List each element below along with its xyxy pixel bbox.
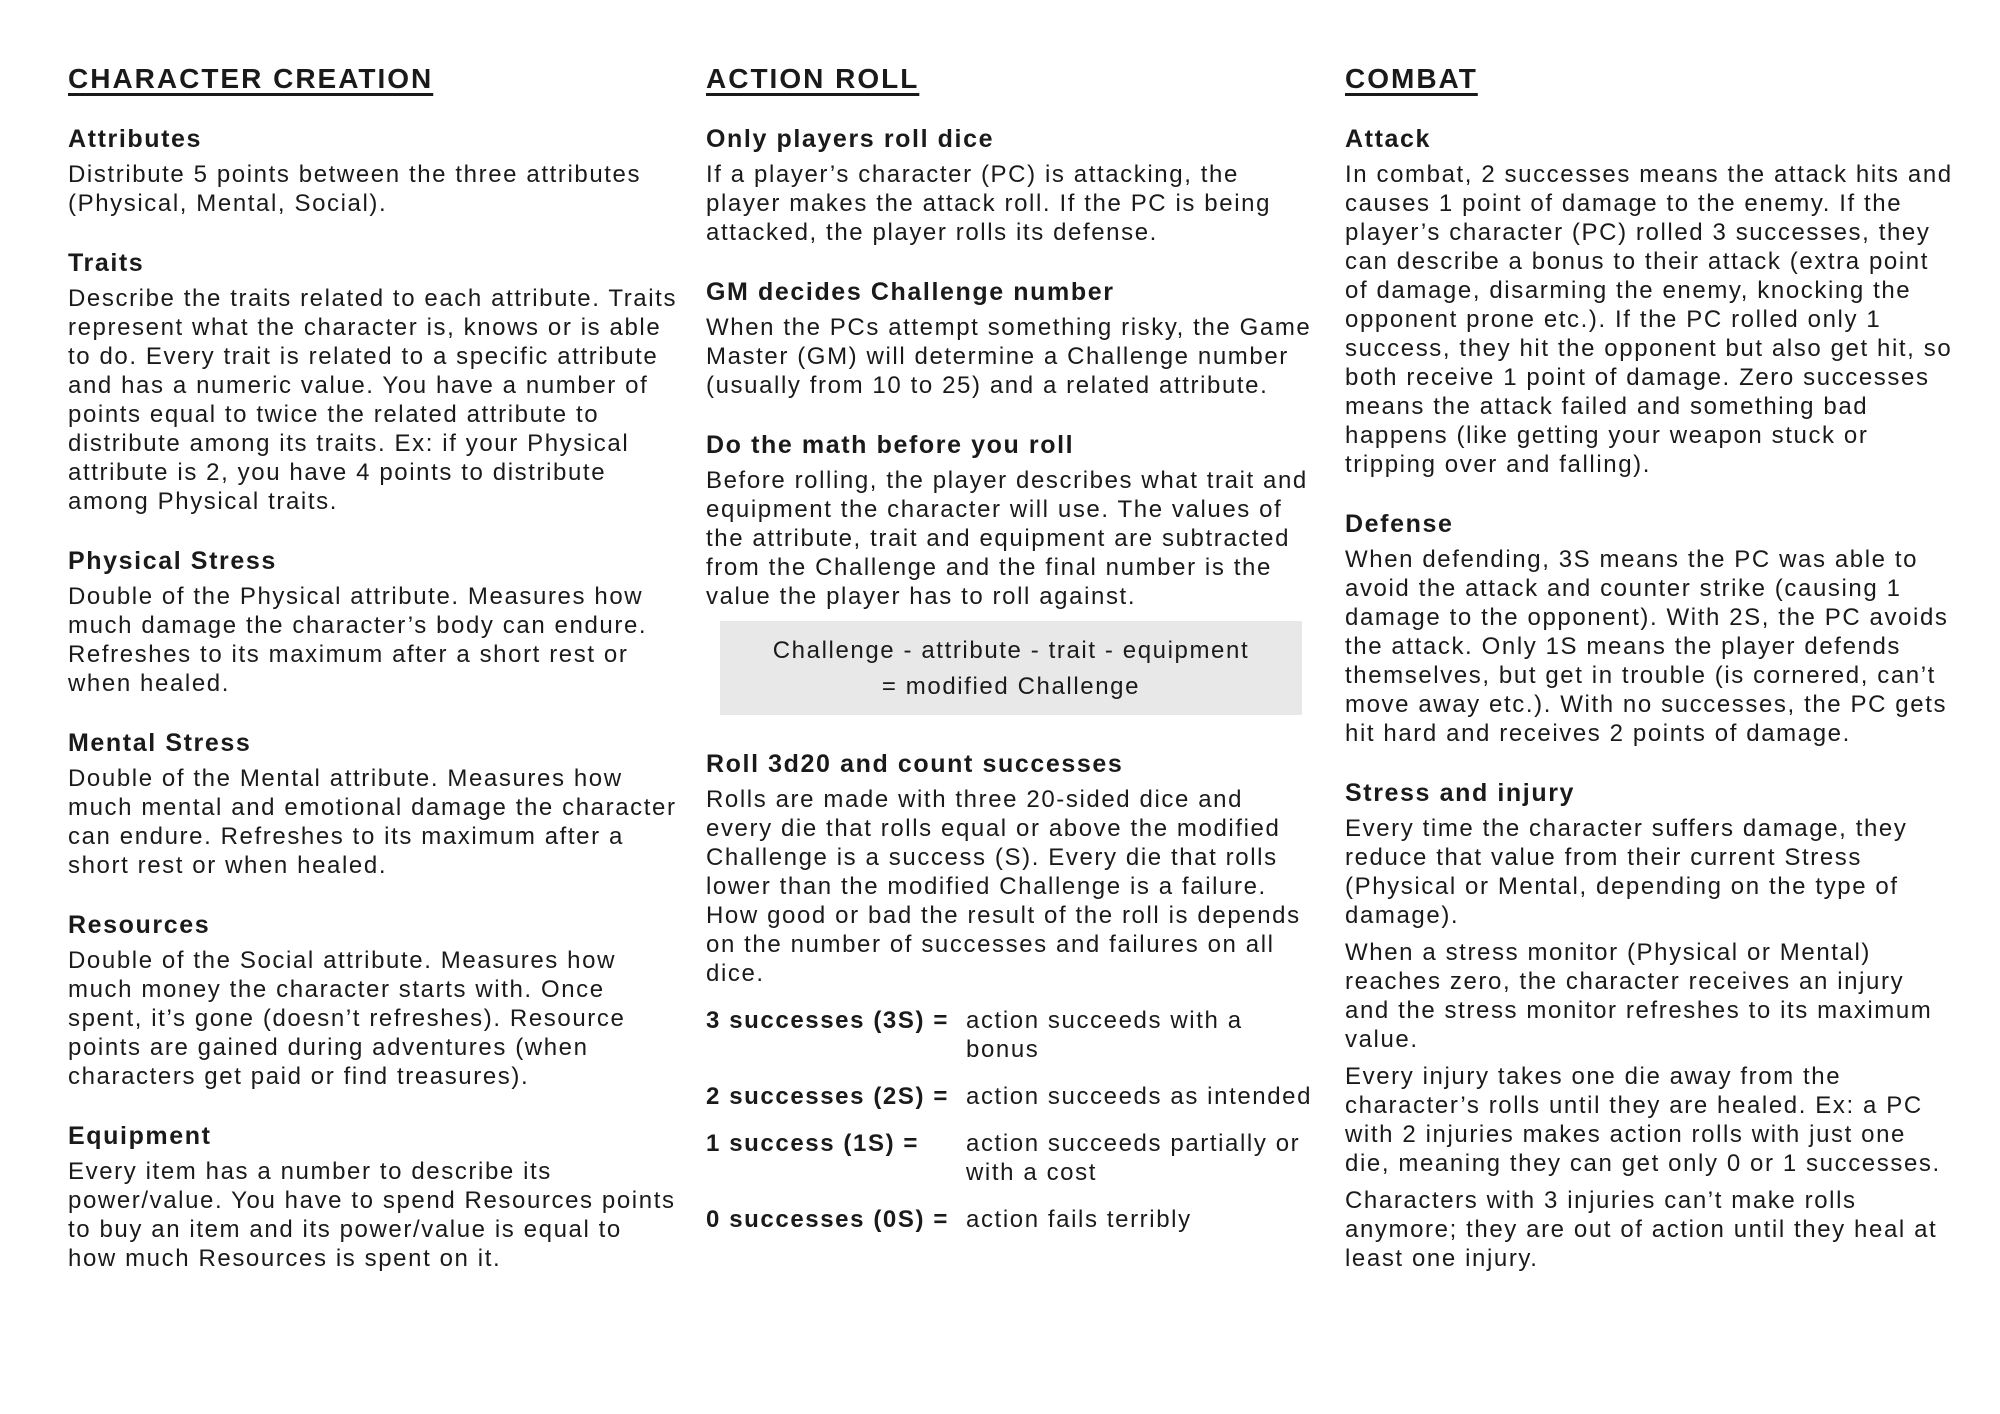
result-text: action succeeds with a bonus (966, 1007, 1243, 1063)
section-heading: Attack (1345, 125, 1432, 153)
results-table (706, 1006, 1316, 1234)
section-text: Describe the traits related to each attribute. Traits represent what the character is, knows or is able to do. Every trait is related to a specific attribute and has a numeric value. You have a number of points equal to twice the related attribute to distribute among its traits. Ex: if your Physical attribute is 2, you have 4 points to distribute among Physical traits. (68, 285, 678, 515)
combat-column (1345, 62, 1955, 1303)
only-players-roll-section (706, 124, 1316, 247)
result-text: action succeeds partially or with a cost (966, 1130, 1301, 1186)
section-heading: Only players roll dice (706, 125, 995, 153)
section-text: In combat, 2 successes means the attack hits and causes 1 point of damage to the enemy. If the player’s character (PC) rolled 3 successes, they can describe a bonus to their attack (extra point of damage, disarming the enemy, knocking the opponent prone etc.). If the PC rolled only 1 success, they hit the opponent but also get hit, so both receive 1 point of damage. Zero successes means the attack failed and something bad happens (like getting your weapon stuck or tripping over and falling). (1345, 161, 1953, 478)
section-text: Characters with 3 injuries can’t make rolls anymore; they are out of action until they heal at least one injury. (1345, 1187, 1938, 1272)
section-heading: Traits (68, 249, 145, 277)
result-label: 1 success (1S) = (706, 1130, 920, 1157)
section-heading: GM decides Challenge number (706, 278, 1115, 306)
physical-stress-section (68, 546, 678, 698)
section-heading: Do the math before you roll (706, 431, 1075, 459)
result-label: 3 successes (3S) = (706, 1007, 949, 1034)
result-row (706, 1205, 1316, 1234)
combat-title: COMBAT (1345, 63, 1478, 94)
attributes-section (68, 124, 678, 218)
section-heading: Attributes (68, 125, 203, 153)
traits-section (68, 248, 678, 516)
roll-3d20-section (706, 749, 1316, 988)
section-heading: Stress and injury (1345, 779, 1576, 807)
character-creation-column (68, 62, 678, 1303)
action-roll-column (706, 62, 1316, 1252)
formula-line-2: = modified Challenge (881, 673, 1141, 700)
section-text: Double of the Social attribute. Measures how much money the character starts with. Once spent, it’s gone (doesn’t refreshes). Resource points are gained during adventures (when characters get paid or find treasures). (68, 947, 626, 1090)
section-text: When the PCs attempt something risky, the Game Master (GM) will determine a Challenge number (usually from 10 to 25) and a related attribute. (706, 314, 1312, 399)
section-text: Every item has a number to describe its power/value. You have to spend Resources points to buy an item and its power/value is equal to how much Resources is spent on it. (68, 1158, 676, 1272)
section-text: If a player’s character (PC) is attacking, the player makes the attack roll. If the PC is being attacked, the player rolls its defense. (706, 161, 1272, 246)
result-text: action fails terribly (966, 1206, 1192, 1233)
defense-section (1345, 509, 1955, 748)
section-text: Every injury takes one die away from the character’s rolls until they are healed. Ex: a PC with 2 injuries makes action rolls with just one die, meaning they can get only 0 or 1 successes. (1345, 1063, 1941, 1177)
section-text: Double of the Mental attribute. Measures how much mental and emotional damage the character can endure. Refreshes to its maximum after a short rest or when healed. (68, 765, 677, 879)
result-row (706, 1082, 1316, 1111)
resources-section (68, 910, 678, 1091)
section-heading: Mental Stress (68, 729, 252, 757)
section-text: When a stress monitor (Physical or Mental) reaches zero, the character receives an injury and the stress monitor refreshes to its maximum value. (1345, 939, 1933, 1053)
result-row (706, 1006, 1316, 1064)
attack-section (1345, 124, 1955, 479)
section-heading: Physical Stress (68, 547, 277, 575)
section-heading: Equipment (68, 1122, 212, 1150)
section-text: Double of the Physical attribute. Measures how much damage the character’s body can endure. Refreshes to its maximum after a short rest or when healed. (68, 583, 648, 697)
equipment-section (68, 1121, 678, 1273)
gm-challenge-section (706, 277, 1316, 400)
section-text: When defending, 3S means the PC was able to avoid the attack and counter strike (causing 1 damage to the opponent). With 2S, the PC avoids the attack. Only 1S means the player defends themselves, but get in trouble (is cornered, can’t move away etc.). With no successes, the PC gets hit hard and receives 2 points of damage. (1345, 546, 1949, 747)
section-text: Before rolling, the player describes what trait and equipment the character will use. The values of the attribute, trait and equipment are subtracted from the Challenge and the final number is the value the player has to roll against. (706, 467, 1308, 610)
stress-injury-section (1345, 778, 1955, 1273)
result-label: 2 successes (2S) = (706, 1083, 949, 1110)
math-before-roll-section (706, 430, 1316, 611)
section-text: Every time the character suffers damage, they reduce that value from their current Stress (Physical or Mental, depending on the type of damage). (1345, 815, 1908, 929)
mental-stress-section (68, 728, 678, 880)
character-creation-title: CHARACTER CREATION (68, 63, 434, 94)
result-row (706, 1129, 1316, 1187)
action-roll-title: ACTION ROLL (706, 63, 920, 94)
section-text: Distribute 5 points between the three attributes (Physical, Mental, Social). (68, 161, 642, 217)
formula-line-1: Challenge - attribute - trait - equipment (772, 637, 1250, 664)
result-label: 0 successes (0S) = (706, 1206, 949, 1233)
section-heading: Resources (68, 911, 211, 939)
section-text: Rolls are made with three 20-sided dice and every die that rolls equal or above the modified Challenge is a success (S). Every die that rolls lower than the modified Challenge is a failure. How good or bad the result of the roll is depends on the number of successes and failures on all dice. (706, 786, 1301, 987)
section-heading: Defense (1345, 510, 1454, 538)
challenge-formula-box (720, 621, 1302, 715)
result-text: action succeeds as intended (966, 1083, 1313, 1110)
section-heading: Roll 3d20 and count successes (706, 750, 1124, 778)
